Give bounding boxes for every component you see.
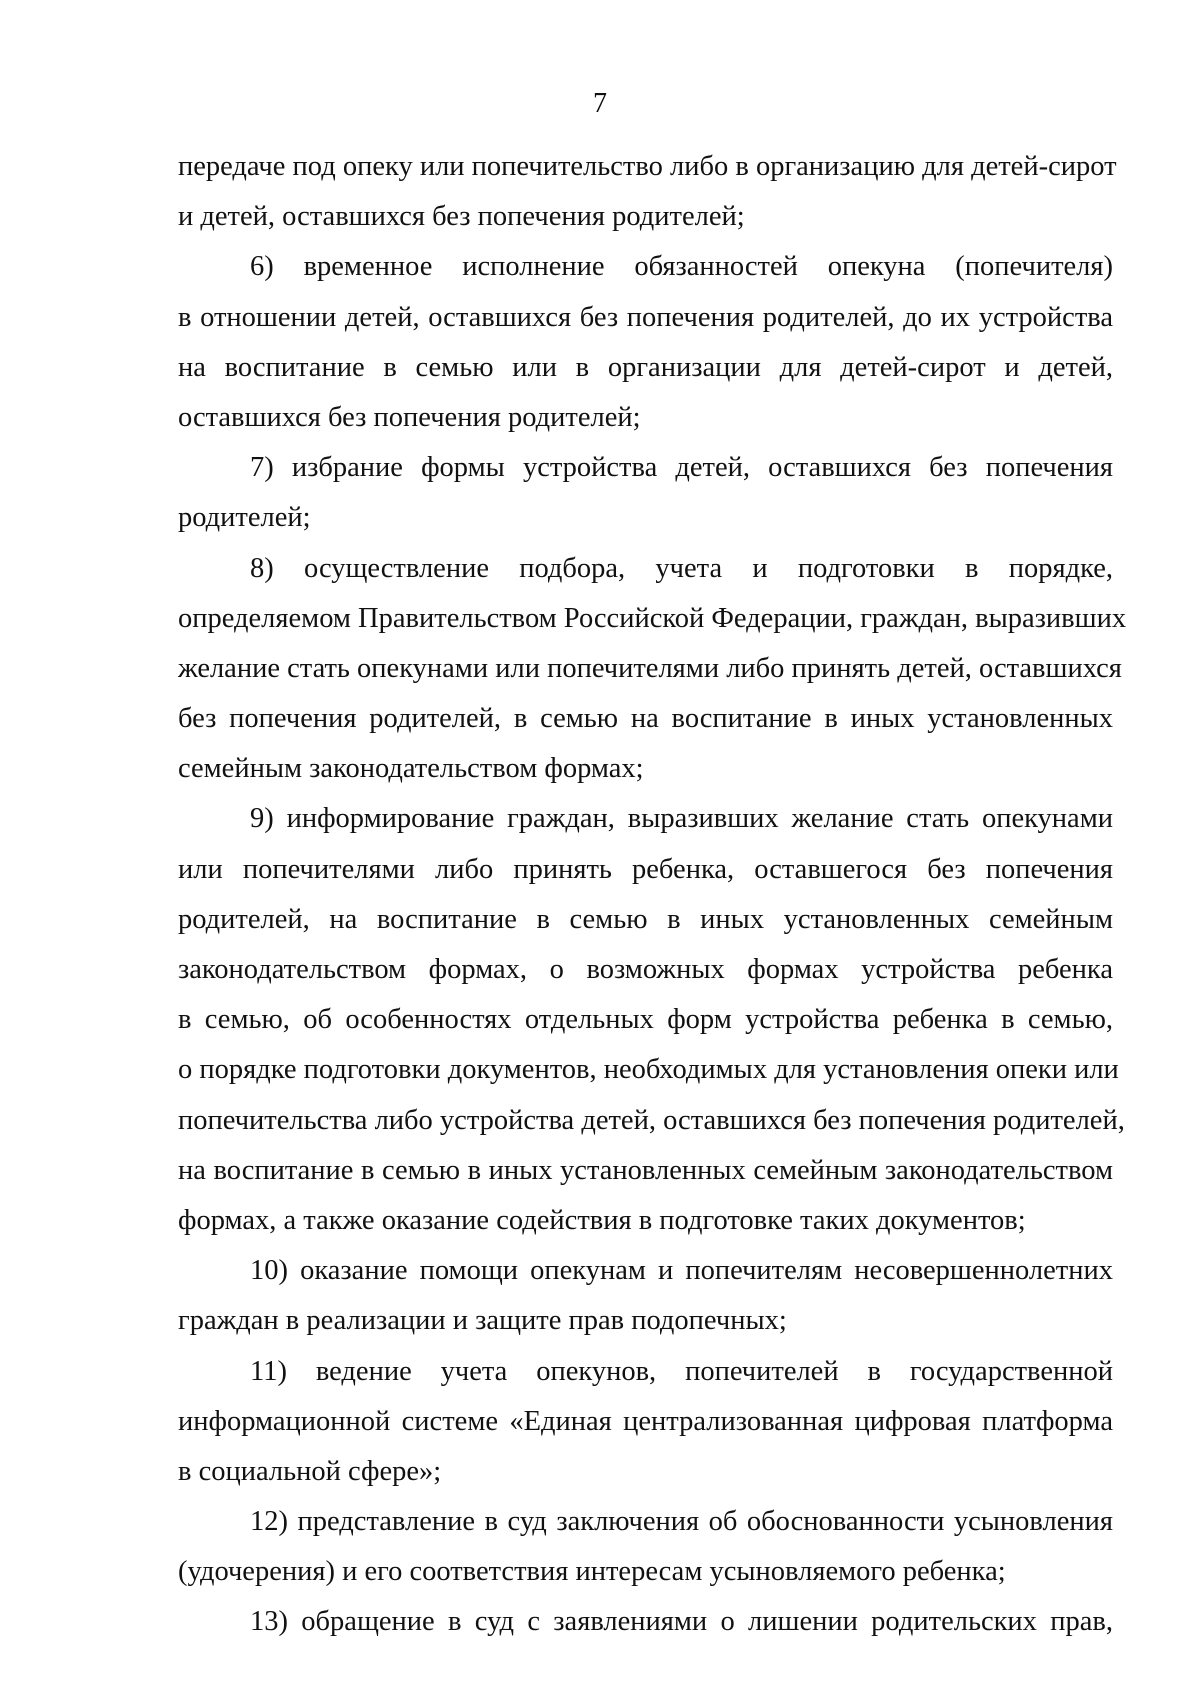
text-line: формах, а также оказание содействия в подготовке таких документов; [178,1204,1026,1236]
text-line: определяемом Правительством Российской Федерации, граждан, выразивших [178,602,1127,634]
text-line: (удочерения) и его соответствия интересам усыновляемого ребенка; [178,1556,1006,1588]
text-line: 9) информирование граждан, выразивших желание стать опекунами [250,803,1113,835]
text-line: 6) временное исполнение обязанностей опекуна (попечителя) [250,251,1113,283]
text-line: о порядке подготовки документов, необходимых для установления опеки или [178,1054,1119,1086]
text-line: законодательством формах, о возможных формах устройства ребенка [178,954,1113,985]
text-line: 12) представление в суд заключения об обоснованности усыновления [250,1506,1113,1538]
text-line: семейным законодательством формах; [178,753,644,785]
text-line: 11) ведение учета опекунов, попечителей в государственной [250,1355,1113,1387]
text-line: или попечителями либо принять ребенка, оставшегося без попечения [178,853,1113,885]
text-line: в социальной сфере»; [178,1455,442,1487]
text-line: в отношении детей, оставшихся без попечения родителей, до их устройства [178,301,1113,333]
text-line: в семью, об особенностях отдельных форм устройства ребенка в семью, [178,1004,1113,1036]
text-line: 7) избрание формы устройства детей, оставшихся без попечения [250,452,1113,484]
text-line: граждан в реализации и защите прав подопечных; [178,1305,787,1337]
text-line: 8) осуществление подбора, учета и подготовки в порядке, [250,552,1113,584]
text-line: информационной системе «Единая централизованная цифровая платформа [178,1405,1113,1437]
text-line: родителей, на воспитание в семью в иных установленных семейным [178,903,1113,935]
text-line: на воспитание в семью или в организации для детей-сирот и детей, [178,351,1113,383]
text-line: передаче под опеку или попечительство либо в организацию для детей-сирот [178,151,1117,182]
text-line: без попечения родителей, в семью на воспитание в иных установленных [178,703,1113,735]
text-line: на воспитание в семью в иных установленных семейным законодательством [178,1154,1113,1186]
text-line: желание стать опекунами или попечителями либо принять детей, оставшихся [178,652,1122,684]
text-line: 10) оказание помощи опекунам и попечителям несовершеннолетних [250,1255,1113,1287]
text-line: родителей; [178,502,311,534]
page-number: 7 [593,88,607,119]
text-line: и детей, оставшихся без попечения родителей; [178,201,745,233]
text-line: попечительства либо устройства детей, оставшихся без попечения родителей, [178,1104,1125,1136]
text-line: оставшихся без попечения родителей; [178,401,641,433]
text-line: 13) обращение в суд с заявлениями о лишении родительских прав, [250,1606,1113,1638]
document-body [178,142,1127,1648]
